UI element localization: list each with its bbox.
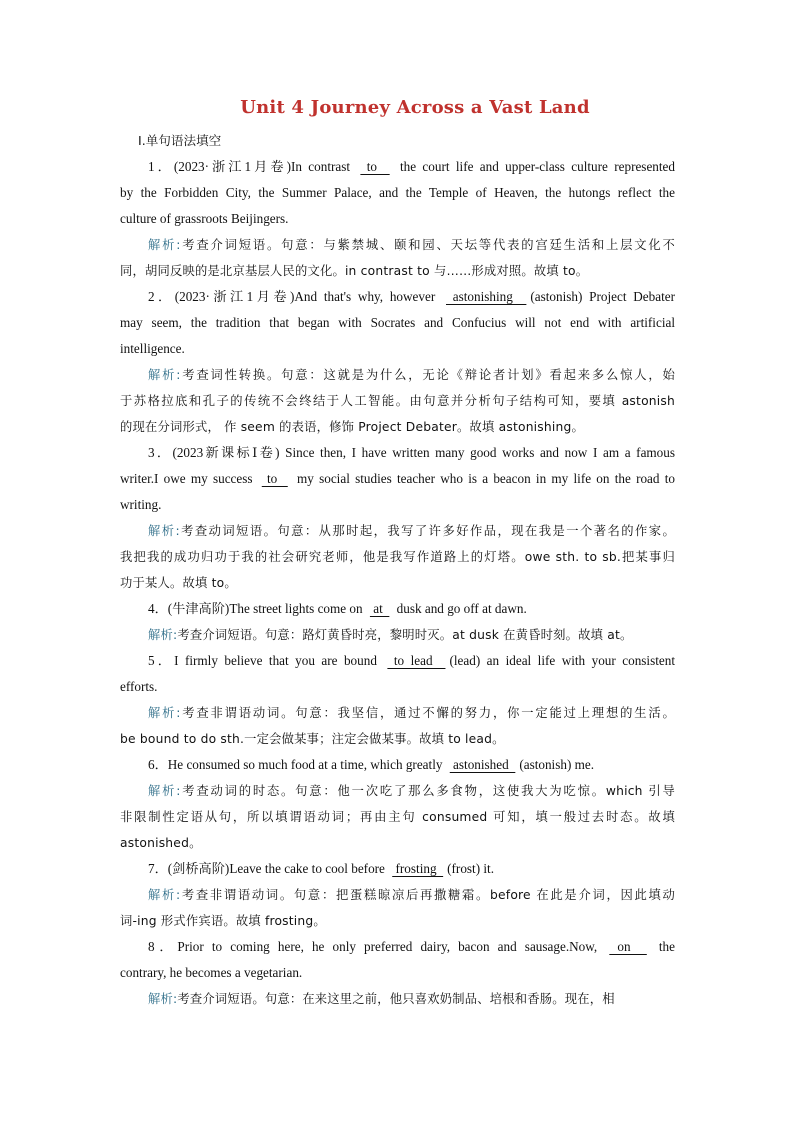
question-text: dusk and go off at dawn.	[393, 601, 527, 616]
explanation-text: 同，胡同反映的是北京基层人民的文化。in contrast to 与……形成对照。故填 to。	[120, 264, 589, 278]
explanation-line	[120, 830, 675, 856]
explanation-text: 考查介词短语。句意：在来这里之前，他只喜欢奶制品、培根和香肠。现在，相	[177, 992, 615, 1006]
explanation-line	[120, 362, 675, 388]
explanation-line	[120, 726, 675, 752]
explanation-line	[120, 700, 675, 726]
answer-blank: frosting	[392, 861, 444, 876]
page-title: Unit 4 Journey Across a Vast Land	[240, 97, 590, 118]
question-text: writing.	[120, 497, 162, 512]
question-line	[120, 206, 675, 232]
question-line	[120, 466, 675, 492]
answer-blank: to	[261, 471, 288, 486]
question-3	[120, 440, 675, 518]
question-line	[120, 934, 675, 960]
answer-blank: to lead	[387, 653, 446, 668]
question-line	[120, 596, 675, 622]
explanation-text: 考查非谓语动词。句意：我坚信，通过不懈的努力，你一定能过上理想的生活。	[180, 706, 675, 720]
explanation-text: 考查介词短语。句意：路灯黄昏时亮，黎明时灭。at dusk 在黄昏时刻。故填 at。	[177, 628, 633, 642]
explanation-1	[120, 232, 675, 284]
explanation-text: 的现在分词形式， 作 seem 的表语，修饰 Project Debater。故填 astonishing。	[120, 420, 585, 434]
question-5	[120, 648, 675, 700]
explanation-line	[120, 908, 675, 934]
question-text: He consumed so much food at a time, which greatly	[167, 757, 446, 772]
explanation-text: 功于某人。故填 to。	[120, 576, 237, 590]
question-line	[120, 310, 675, 336]
question-number: 8．	[148, 939, 178, 954]
question-number: 2．	[148, 289, 175, 304]
question-text: (剑桥高阶)Leave the cake to cool before	[167, 861, 389, 876]
answer-blank: on	[609, 939, 647, 954]
explanation-text: 考查介词短语。句意：与紫禁城、颐和园、天坛等代表的宫廷生活和上层文化不	[180, 238, 675, 252]
question-number: 5．	[148, 653, 175, 668]
question-number: 1．	[148, 159, 174, 174]
explanation-3	[120, 518, 675, 596]
explanation-line	[120, 258, 675, 284]
question-1	[120, 154, 675, 232]
explanation-5	[120, 700, 675, 752]
explanation-text: be bound to do sth.一定会做某事；注定会做某事。故填 to lead。	[120, 732, 505, 746]
explanation-6	[120, 778, 675, 856]
question-number: 4．	[148, 601, 168, 616]
question-text: (astonish) me.	[519, 757, 595, 772]
explanation-line	[120, 570, 675, 596]
explanation-line	[120, 388, 675, 414]
question-line	[120, 440, 675, 466]
question-text: by the Forbidden City, the Summer Palace, and the Temple of Heaven, the hutongs reflect the	[120, 185, 675, 200]
question-text: Prior to coming here, he only preferred dairy, bacon and sausage.Now,	[177, 939, 606, 954]
question-number: 7．	[148, 861, 168, 876]
question-2	[120, 284, 675, 362]
question-6	[120, 752, 675, 778]
question-text: (frost) it.	[447, 861, 495, 876]
explanation-label: 解析:	[148, 524, 180, 538]
explanation-line	[120, 986, 675, 1012]
question-text: culture of grassroots Beijingers.	[120, 211, 289, 226]
answer-blank: astonished	[449, 757, 516, 772]
explanation-label: 解析:	[148, 706, 181, 720]
explanation-text: 考查非谓语动词。句意：把蛋糕晾凉后再撒糖霜。before 在此是介词，因此填动	[180, 888, 675, 902]
explanation-line	[120, 804, 675, 830]
question-line	[120, 648, 675, 674]
explanation-text: 我把我的成功归功于我的社会研究老师，他是我写作道路上的灯塔。owe sth. to sb.把某事归	[120, 550, 675, 564]
question-line	[120, 336, 675, 362]
question-line	[120, 180, 675, 206]
explanation-label: 解析:	[148, 888, 181, 902]
question-text: writer.I owe my success	[120, 471, 258, 486]
question-text: intelligence.	[120, 341, 185, 356]
explanation-line	[120, 882, 675, 908]
question-line	[120, 856, 675, 882]
explanation-text: 考查动词短语。句意：从那时起，我写了许多好作品，现在我是一个著名的作家。	[179, 524, 676, 538]
explanation-text: 非限制性定语从句，所以填谓语动词；再由主句 consumed 可知，填一般过去时态。故填	[120, 810, 675, 824]
question-text: (2023·浙江1月卷)And that's why, however	[174, 289, 442, 304]
question-7	[120, 856, 675, 882]
question-text: (astonish) Project Debater	[530, 289, 675, 304]
question-text: (牛津高阶)The street lights come on	[167, 601, 366, 616]
question-number: 6．	[148, 757, 168, 772]
explanation-line	[120, 414, 675, 440]
question-text: my social studies teacher who is a beacon in my life on the road to	[291, 471, 676, 486]
question-text: (lead) an ideal life with your consistent	[449, 653, 675, 668]
answer-blank: astonishing	[446, 289, 527, 304]
explanation-line	[120, 518, 675, 544]
explanation-line	[120, 778, 675, 804]
explanation-label: 解析:	[148, 784, 181, 798]
question-text: (2023·浙江1月卷)In contrast	[173, 159, 357, 174]
question-text: (2023新课标Ⅰ卷) Since then, I have written many good works and now I am a famous	[172, 445, 675, 460]
explanation-text: astonished。	[120, 836, 202, 850]
question-4	[120, 596, 675, 622]
explanation-line	[120, 232, 675, 258]
question-line	[120, 284, 675, 310]
answer-blank: at	[369, 601, 390, 616]
explanation-text: 词-ing 形式作宾语。故填 frosting。	[120, 914, 326, 928]
question-line	[120, 492, 675, 518]
answer-blank: to	[360, 159, 390, 174]
section-heading: Ⅰ.单句语法填空	[138, 133, 222, 148]
question-text: may seem, the tradition that began with Socrates and Confucius will not end with artificial	[120, 315, 675, 330]
explanation-text: 考查词性转换。句意：这就是为什么，无论《辩论者计划》看起来多么惊人，始	[180, 368, 675, 382]
question-text: I firmly believe that you are bound	[174, 653, 384, 668]
explanation-4	[120, 622, 675, 648]
explanation-line	[120, 544, 675, 570]
explanation-7	[120, 882, 675, 934]
question-text: the	[650, 939, 676, 954]
explanation-label: 解析:	[148, 368, 181, 382]
question-line	[120, 960, 675, 986]
question-line	[120, 674, 675, 700]
question-text: contrary, he becomes a vegetarian.	[120, 965, 303, 980]
question-text: the court life and upper-class culture represented	[393, 159, 675, 174]
explanation-text: 考查动词的时态。句意：他一次吃了那么多食物，这使我大为吃惊。which 引导	[180, 784, 675, 798]
question-line	[120, 752, 675, 778]
question-line	[120, 154, 675, 180]
explanation-line	[120, 622, 675, 648]
explanation-label: 解析:	[148, 992, 178, 1006]
exercise-content	[120, 128, 675, 1012]
question-text: efforts.	[120, 679, 158, 694]
explanation-text: 于苏格拉底和孔子的传统不会终结于人工智能。由句意并分析句子结构可知，要填 astonish	[120, 394, 675, 408]
explanation-2	[120, 362, 675, 440]
explanation-8	[120, 986, 675, 1012]
explanation-label: 解析:	[148, 238, 181, 252]
explanation-label: 解析:	[148, 628, 178, 642]
question-number: 3．	[148, 445, 173, 460]
question-8	[120, 934, 675, 986]
